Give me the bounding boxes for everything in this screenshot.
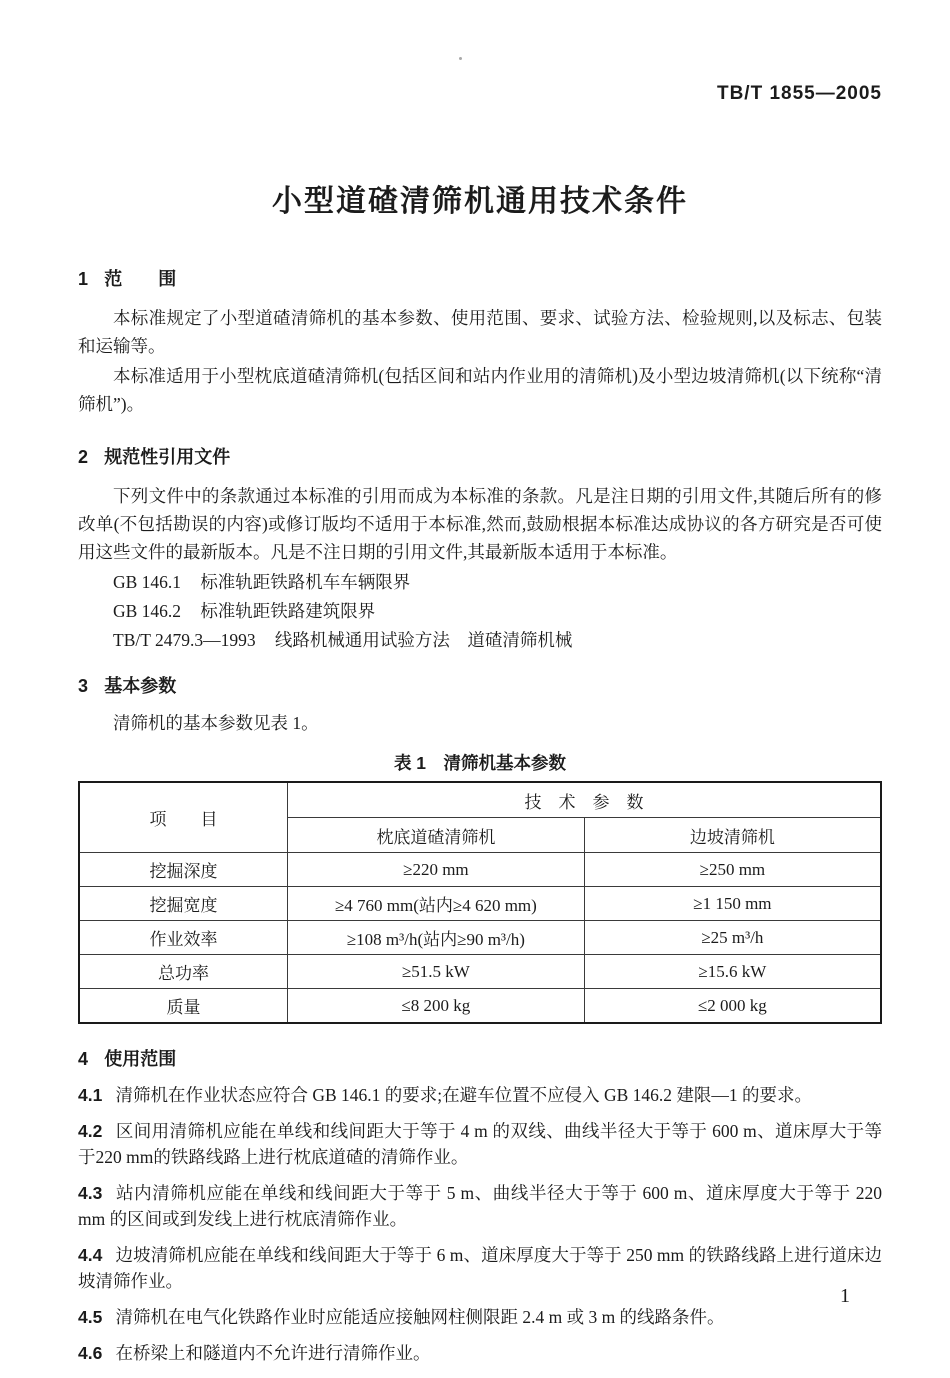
section-basic-parameters [78, 673, 882, 1024]
table-cell: ≥220 mm [288, 853, 585, 887]
table-cell: ≥15.6 kW [584, 955, 881, 989]
scan-artifact-dot [459, 57, 462, 60]
table-subheader-slope: 边坡清筛机 [584, 818, 881, 853]
clause-list [78, 1082, 882, 1366]
table-cell: 作业效率 [79, 921, 288, 955]
clause-4-2 [78, 1118, 882, 1170]
clause-4-5 [78, 1304, 882, 1330]
clause-number: 4.2 [78, 1121, 103, 1141]
reference-code: TB/T 2479.3—1993 [113, 630, 256, 650]
basic-parameters-table [78, 781, 882, 1024]
table-header-row [79, 782, 881, 818]
section-label: 使用范围 [104, 1049, 177, 1069]
table-header-tech-params: 技 术 参 数 [288, 782, 881, 818]
table-row [79, 921, 881, 955]
clause-text: 站内清筛机应能在单线和线间距大于等于 5 m、曲线半径大于等于 600 m、道床厚度大于等于 220 mm 的区间或到发线上进行枕底清筛作业。 [78, 1183, 882, 1229]
section-number: 1 [78, 269, 89, 289]
document-title: 小型道碴清筛机通用技术条件 [272, 185, 688, 218]
table-cell: 质量 [79, 989, 288, 1024]
table-cell: ≥250 mm [584, 853, 881, 887]
paragraph: 下列文件中的条款通过本标准的引用而成为本标准的条款。凡是注日期的引用文件,其随后所有的修改单(不包括勘误的内容)或修订版均不适用于本标准,然而,鼓励根据本标准达成协议的各方研究是否可使用这些文件的最新版本。凡是不注日期的引用文件,其最新版本适用于本标准。 [78, 486, 882, 562]
table-row [79, 853, 881, 887]
clause-number: 4.5 [78, 1307, 103, 1327]
reference-title: 标准轨距铁路建筑限界 [200, 601, 376, 621]
clause-text: 在桥梁上和隧道内不允许进行清筛作业。 [115, 1343, 431, 1363]
table-cell: 总功率 [79, 955, 288, 989]
clause-number: 4.6 [78, 1343, 103, 1363]
table-row [79, 989, 881, 1024]
section-scope [78, 266, 882, 418]
paragraph: 本标准规定了小型道碴清筛机的基本参数、使用范围、要求、试验方法、检验规则,以及标志、包装和运输等。 [78, 308, 882, 356]
clause-4-4 [78, 1242, 882, 1294]
table-cell: ≥1 150 mm [584, 887, 881, 921]
clause-4-3 [78, 1180, 882, 1232]
section-1-heading [78, 266, 882, 292]
section-label: 规范性引用文件 [104, 447, 231, 467]
table-row [79, 887, 881, 921]
reference-title: 标准轨距铁路机车车辆限界 [200, 572, 411, 592]
table-cell: ≥108 m³/h(站内≥90 m³/h) [288, 921, 585, 955]
clause-text: 边坡清筛机应能在单线和线间距大于等于 6 m、道床厚度大于等于 250 mm 的铁路线路上进行道床边坡清筛作业。 [78, 1245, 882, 1291]
reference-title: 线路机械通用试验方法 道碴清筛机械 [274, 630, 573, 650]
table-cell: ≥4 760 mm(站内≥4 620 mm) [288, 887, 585, 921]
section-3-heading [78, 673, 882, 699]
clause-text: 清筛机在电气化铁路作业时应能适应接触网柱侧限距 2.4 m 或 3 m 的线路条件。 [115, 1307, 725, 1327]
table-caption: 表 1 清筛机基本参数 [393, 753, 567, 773]
table-subheader-pillow-bottom: 枕底道碴清筛机 [288, 818, 585, 853]
paragraph: 清筛机的基本参数见表 1。 [113, 713, 319, 733]
reference-code: GB 146.1 [113, 572, 182, 592]
section-normative-references [78, 444, 882, 655]
reference-item [113, 597, 882, 626]
table-header-item: 项 目 [79, 782, 288, 853]
section-label: 基本参数 [104, 676, 177, 696]
clause-number: 4.4 [78, 1245, 103, 1265]
section-2-heading [78, 444, 882, 470]
reference-list [78, 568, 882, 655]
section-number: 2 [78, 447, 89, 467]
clause-4-6 [78, 1340, 882, 1366]
clause-number: 4.1 [78, 1085, 103, 1105]
reference-code: GB 146.2 [113, 601, 182, 621]
clause-4-1 [78, 1082, 882, 1108]
section-label: 范 围 [104, 269, 177, 289]
reference-item [113, 626, 882, 655]
clause-text: 清筛机在作业状态应符合 GB 146.1 的要求;在避车位置不应侵入 GB 146.2 建限—1 的要求。 [115, 1085, 813, 1105]
table-cell: ≥25 m³/h [584, 921, 881, 955]
clause-number: 4.3 [78, 1183, 103, 1203]
page-number: 1 [840, 1285, 850, 1307]
reference-item [113, 568, 882, 597]
table-cell: ≥51.5 kW [288, 955, 585, 989]
table-row [79, 955, 881, 989]
section-4-heading [78, 1046, 882, 1072]
clause-text: 区间用清筛机应能在单线和线间距大于等于 4 m 的双线、曲线半径大于等于 600 m、道床厚大于等于220 mm的铁路线路上进行枕底道碴的清筛作业。 [78, 1121, 882, 1167]
table-cell: 挖掘深度 [79, 853, 288, 887]
paragraph: 本标准适用于小型枕底道碴清筛机(包括区间和站内作业用的清筛机)及小型边坡清筛机(以下统称“清筛机”)。 [78, 366, 882, 414]
section-number: 4 [78, 1049, 89, 1069]
section-number: 3 [78, 676, 89, 696]
section-scope-of-use [78, 1046, 882, 1366]
standard-code: TB/T 1855—2005 [716, 83, 882, 104]
table-cell: 挖掘宽度 [79, 887, 288, 921]
table-cell: ≤2 000 kg [584, 989, 881, 1024]
table-cell: ≤8 200 kg [288, 989, 585, 1024]
